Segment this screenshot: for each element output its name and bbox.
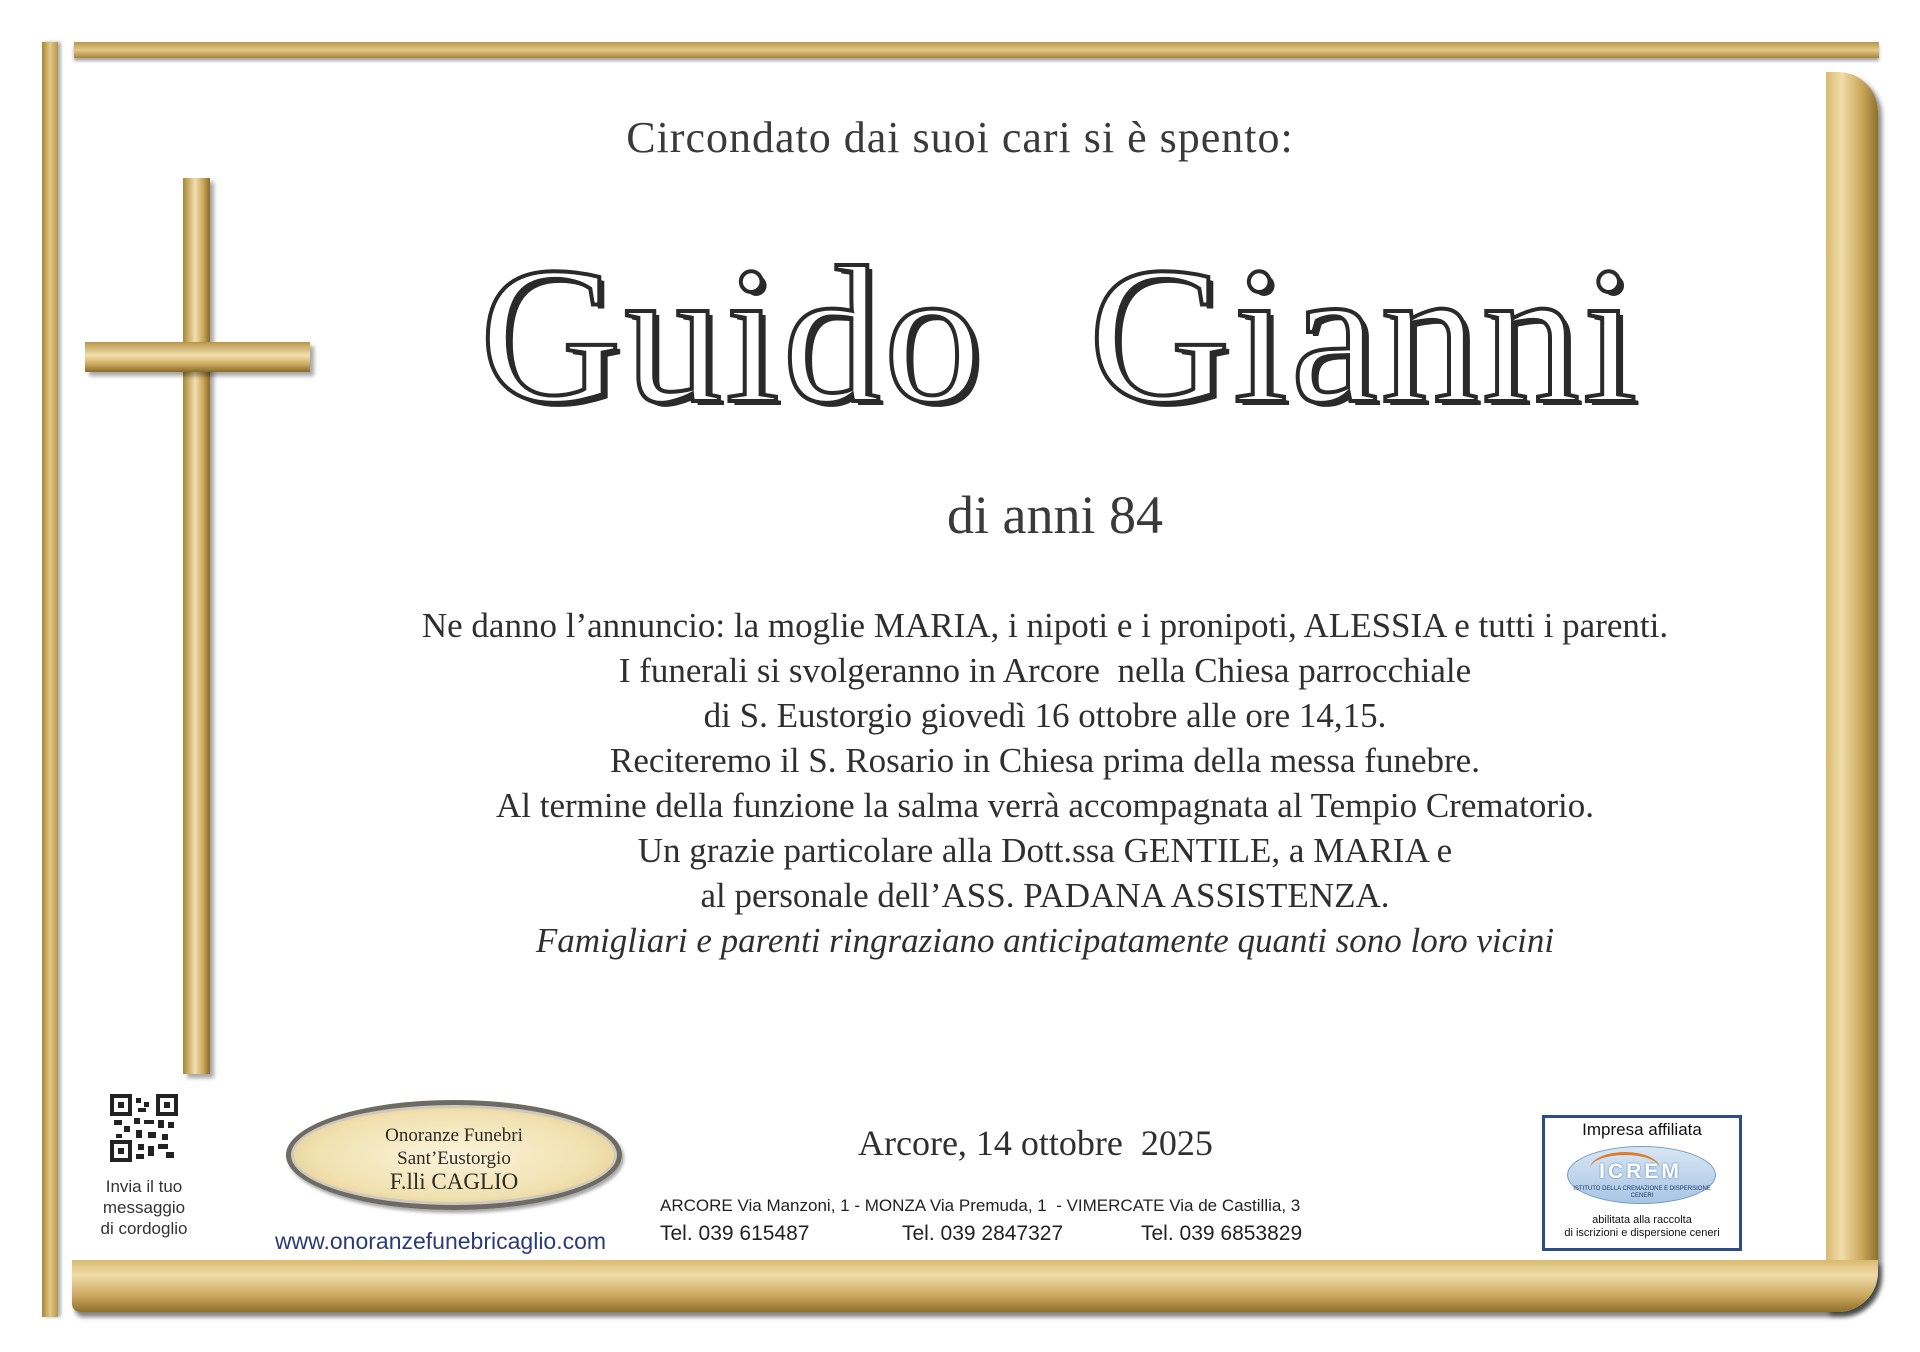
funeral-home-logo-text xyxy=(286,1124,622,1193)
cross-vertical-beam xyxy=(183,178,210,1074)
frame-left-border xyxy=(42,42,58,1317)
announcement-line: Reciteremo il S. Rosario in Chiesa prima della messa funebre. xyxy=(610,741,1480,780)
announcement-line: Al termine della funzione la salma verrà accompagnata al Tempio Crematorio. xyxy=(496,786,1594,825)
website-link[interactable]: www.onoranzefunebricaglio.com xyxy=(274,1228,607,1254)
qr-caption xyxy=(84,1176,204,1239)
icrem-logo-subtitle: ISTITUTO DELLA CREMAZIONE E DISPERSIONE CENERI xyxy=(1573,1186,1711,1199)
affiliation-caption xyxy=(1542,1214,1742,1240)
frame-top-border xyxy=(74,42,1879,58)
deceased-age: di anni 84 xyxy=(947,485,1163,545)
affiliation-caption-line: di iscrizioni e dispersione ceneri xyxy=(1564,1227,1720,1239)
affiliation-caption-line: abilitata alla raccolta xyxy=(1592,1214,1692,1226)
announcement-line: I funerali si svolgeranno in Arcore nella Chiesa parrocchiale xyxy=(618,651,1472,690)
intro-line: Circondato dai suoi cari si è spento: xyxy=(626,113,1294,162)
announcement-line: Ne danno l’annuncio: la moglie MARIA, i nipoti e i pronipoti, ALESSIA e tutti i parenti. xyxy=(421,606,1669,645)
qr-caption-line: di cordoglio xyxy=(100,1219,188,1238)
icrem-logo-name: ICREM xyxy=(1599,1160,1682,1183)
deceased-name: Guido Gianni xyxy=(479,227,1641,444)
announcement-line: di S. Eustorgio giovedì 16 ottobre alle ore 14,15. xyxy=(703,696,1387,735)
affiliation-title: Impresa affiliata xyxy=(1582,1120,1702,1139)
frame-bottom-border xyxy=(72,1260,1878,1312)
logo-line: Onoranze Funebri xyxy=(385,1125,523,1146)
phone-arcore: Tel. 039 615487 xyxy=(660,1222,810,1245)
phone-monza: Tel. 039 2847327 xyxy=(902,1222,1064,1245)
logo-line: Sant’Eustorgio xyxy=(397,1148,511,1169)
phone-vimercate: Tel. 039 6853829 xyxy=(1141,1222,1303,1245)
qr-caption-line: messaggio xyxy=(102,1198,186,1217)
announcement-text xyxy=(250,603,1840,963)
addresses: ARCORE Via Manzoni, 1 - MONZA Via Premuda, 1 - VIMERCATE Via de Castillia, 3 xyxy=(660,1196,1301,1215)
closing-line: Famigliari e parenti ringraziano anticipatamente quanti sono loro vicini xyxy=(535,921,1555,960)
cross-horizontal-beam xyxy=(85,342,310,372)
announcement-line: al personale dell’ASS. PADANA ASSISTENZA. xyxy=(700,876,1390,915)
qr-caption-line: Invia il tuo xyxy=(105,1177,183,1196)
announcement-line: Un grazie particolare alla Dott.ssa GENTILE, a MARIA e xyxy=(637,831,1453,870)
place-date: Arcore, 14 ottobre 2025 xyxy=(858,1123,1213,1163)
logo-brand: F.lli CAGLIO xyxy=(389,1169,519,1194)
